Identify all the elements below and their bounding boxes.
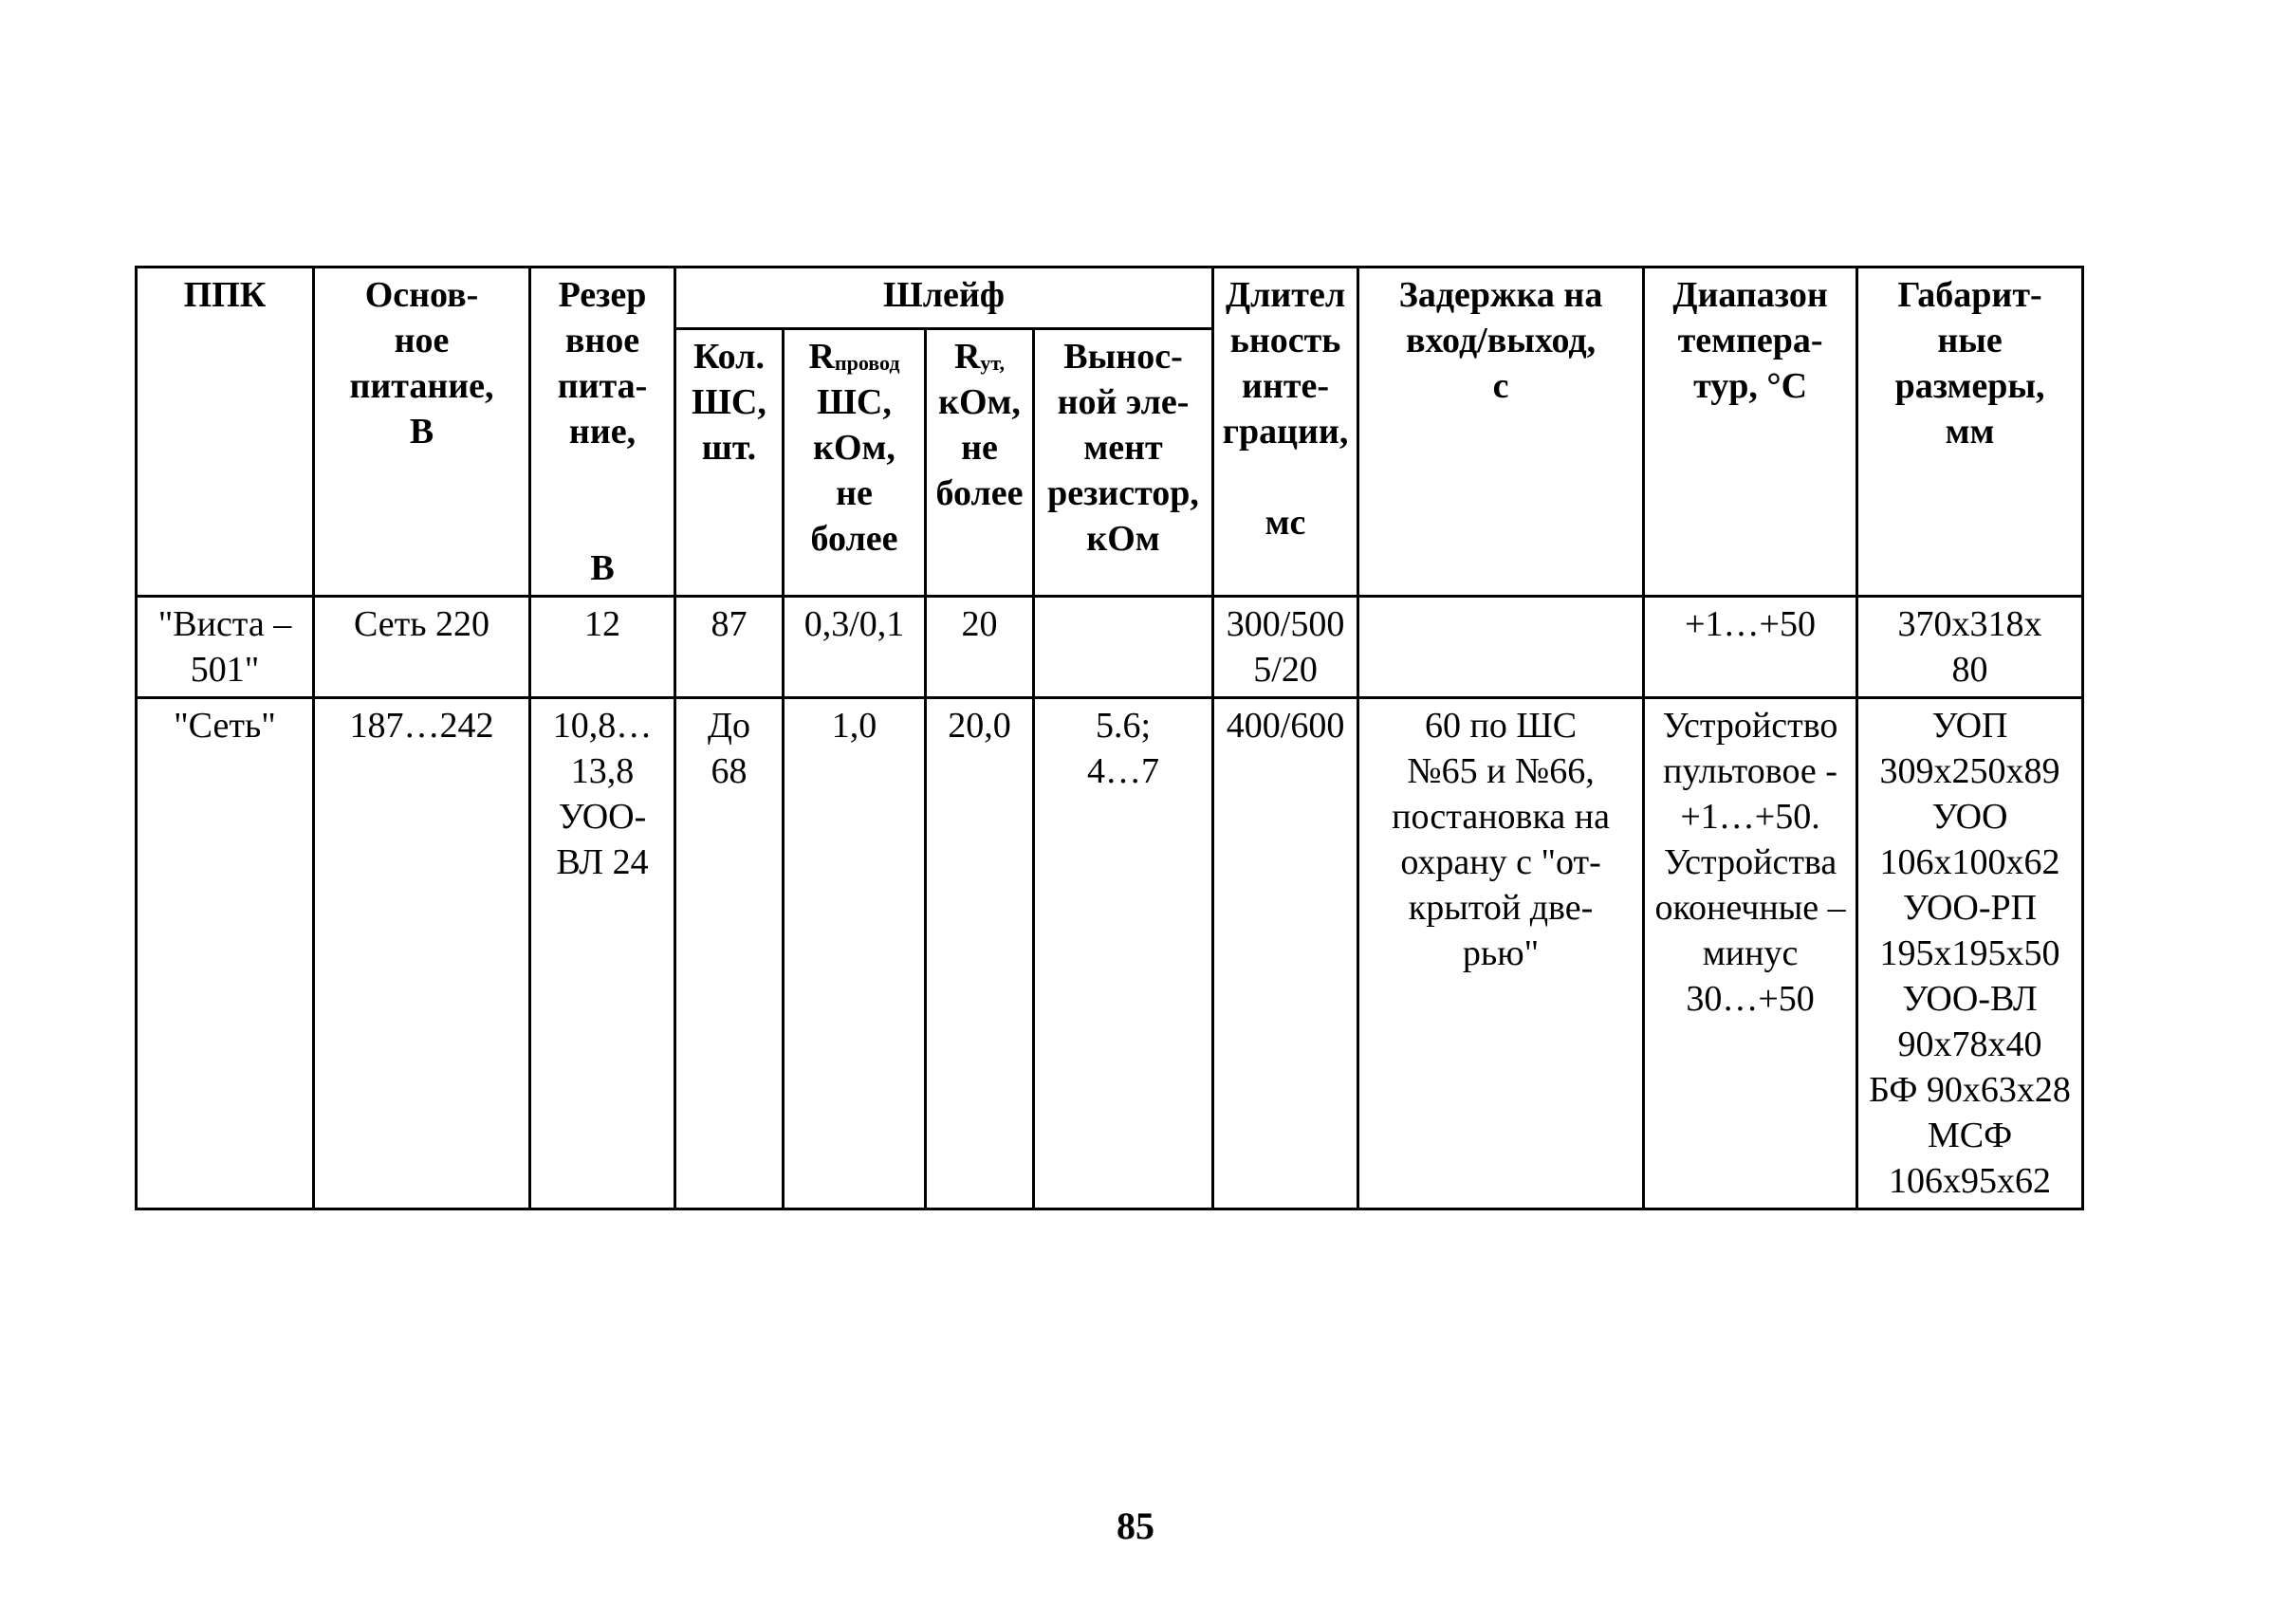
cell-reserve-power: 12 bbox=[530, 597, 675, 698]
cell-r-leak: 20 bbox=[926, 597, 1034, 698]
cell-integration-time: 400/600 bbox=[1213, 698, 1358, 1209]
cell-r-leak: 20,0 bbox=[926, 698, 1034, 1209]
r-wire-rest: ШС, кОм, не более bbox=[810, 382, 898, 560]
cell-loop-count: 87 bbox=[675, 597, 784, 698]
cell-loop-count: До 68 bbox=[675, 698, 784, 1209]
header-loop-group: Шлейф bbox=[675, 268, 1213, 329]
header-main-power: Основ- ное питание, В bbox=[314, 268, 530, 597]
cell-delay: 60 по ШС №65 и №66, постановка на охрану с "от- крытой две- рью" bbox=[1358, 698, 1644, 1209]
header-delay: Задержка на вход/выход, с bbox=[1358, 268, 1644, 597]
cell-temperature: +1…+50 bbox=[1644, 597, 1857, 698]
cell-main-power: 187…242 bbox=[314, 698, 530, 1209]
header-remote-resistor: Вынос- ной эле- мент резистор, кОм bbox=[1034, 329, 1213, 597]
header-r-leak bbox=[926, 329, 1034, 597]
header-row-1 bbox=[137, 268, 2083, 329]
cell-ppk: "Сеть" bbox=[137, 698, 314, 1209]
cell-delay bbox=[1358, 597, 1644, 698]
r-wire-subscript: провод bbox=[834, 351, 900, 376]
r-leak-rest: кОм, не более bbox=[935, 382, 1024, 514]
cell-remote-resistor: 5.6; 4…7 bbox=[1034, 698, 1213, 1209]
cell-r-wire: 1,0 bbox=[784, 698, 926, 1209]
header-integration-time: Длител ьность инте- грации, мс bbox=[1213, 268, 1358, 597]
header-reserve-power: Резер вное пита- ние, В bbox=[530, 268, 675, 597]
cell-dimensions: УОП 309x250x89 УОО 106x100x62 УОО-РП 195x195x50 УОО-ВЛ 90x78x40 БФ 90x63x28 МСФ 106x95x62 bbox=[1857, 698, 2083, 1209]
cell-reserve-power: 10,8… 13,8 УОО- ВЛ 24 bbox=[530, 698, 675, 1209]
cell-dimensions: 370x318x 80 bbox=[1857, 597, 2083, 698]
r-leak-symbol: R bbox=[953, 337, 981, 378]
cell-ppk: "Виста – 501" bbox=[137, 597, 314, 698]
page-number: 85 bbox=[1117, 1504, 1154, 1547]
r-wire-symbol: R bbox=[808, 337, 835, 378]
specification-table bbox=[135, 266, 2084, 1210]
header-temperature: Диапазон темпера- тур, °С bbox=[1644, 268, 1857, 597]
cell-main-power: Сеть 220 bbox=[314, 597, 530, 698]
cell-temperature: Устройство пультовое - +1…+50. Устройства оконечные – минус 30…+50 bbox=[1644, 698, 1857, 1209]
r-leak-subscript: ут, bbox=[980, 351, 1006, 376]
table-row bbox=[137, 698, 2083, 1209]
cell-r-wire: 0,3/0,1 bbox=[784, 597, 926, 698]
header-dimensions: Габарит- ные размеры, мм bbox=[1857, 268, 2083, 597]
header-loop-count: Кол. ШС, шт. bbox=[675, 329, 784, 597]
header-r-wire bbox=[784, 329, 926, 597]
table-row bbox=[137, 597, 2083, 698]
header-ppk: ППК bbox=[137, 268, 314, 597]
cell-remote-resistor bbox=[1034, 597, 1213, 698]
cell-integration-time: 300/500 5/20 bbox=[1213, 597, 1358, 698]
